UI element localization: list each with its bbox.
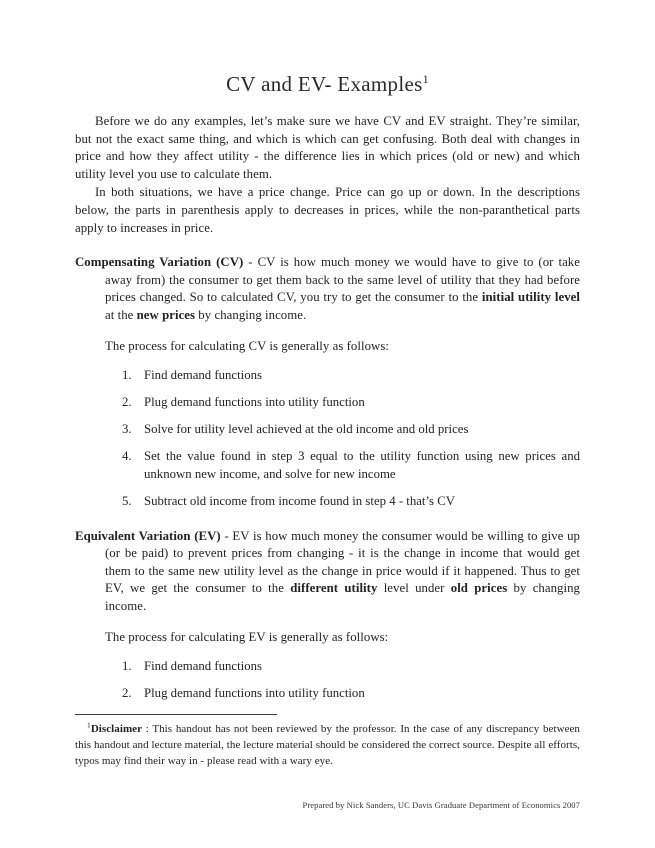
step-number: 2. bbox=[122, 395, 132, 410]
cv-desc-run: at the bbox=[105, 307, 137, 322]
intro-paragraph-2: In both situations, we have a price change. Price can go up or down. In the descriptions below, the parts in parenthesis apply to decreases in prices, while the non-paranthetical parts apply to increases in price. bbox=[75, 185, 580, 235]
title-footnote-mark: 1 bbox=[422, 72, 429, 86]
step-text: Subtract old income from income found in step 4 - that’s CV bbox=[144, 494, 455, 509]
cv-desc-bold-run: new prices bbox=[136, 307, 196, 322]
step-text: Plug demand functions into utility function bbox=[144, 686, 365, 701]
cv-term: Compensating Variation (CV) bbox=[75, 255, 244, 270]
ev-steps-list bbox=[75, 658, 580, 703]
cv-step-row bbox=[122, 493, 580, 511]
footnote-text: : This handout has not been reviewed by the professor. In the case of any discrepancy between this handout and lecture material, the lecture material should be considered the correct source. Despite all efforts, typos may find their way in - please read with a wary eye. bbox=[75, 722, 580, 768]
cv-desc-bold-run: initial utility level bbox=[481, 290, 580, 305]
cv-step-row bbox=[122, 367, 580, 385]
cv-desc-run: by changing income. bbox=[195, 307, 307, 322]
ev-term: Equivalent Variation (EV) bbox=[75, 528, 221, 543]
cv-definition bbox=[75, 254, 580, 324]
cv-step-row bbox=[122, 394, 580, 412]
cv-process-label: The process for calculating CV is generally as follows: bbox=[105, 338, 389, 353]
step-text: Find demand functions bbox=[144, 368, 263, 383]
step-number: 4. bbox=[122, 449, 132, 464]
step-number: 3. bbox=[122, 422, 132, 437]
ev-process-label: The process for calculating EV is generally as follows: bbox=[105, 629, 389, 644]
step-number: 5. bbox=[122, 494, 132, 509]
intro-paragraph-1: Before we do any examples, let’s make sure we have CV and EV straight. They’re similar, but not the exact same thing, and which is which can get confusing. Both deal with changes in price and how they affect utility - the difference lies in which prices (old or new) and which utility level you use to calculate them. bbox=[75, 114, 580, 181]
footnote bbox=[75, 721, 580, 770]
ev-desc-bold-run: different utility bbox=[290, 581, 378, 596]
footnote-label: Disclaimer bbox=[90, 722, 143, 735]
ev-step-row bbox=[122, 685, 580, 703]
step-text: Plug demand functions into utility function bbox=[144, 395, 365, 410]
ev-desc-bold-run: old prices bbox=[450, 581, 508, 596]
ev-desc-run: by changing income. bbox=[105, 581, 580, 614]
footnote-mark: 1 bbox=[87, 720, 91, 730]
step-text: Find demand functions bbox=[144, 659, 263, 674]
page-title bbox=[75, 72, 580, 97]
step-number: 1. bbox=[122, 368, 132, 383]
step-text: Set the value found in step 3 equal to the utility function using new prices and unknown new income, and solve for new income bbox=[144, 449, 580, 481]
cv-step-row bbox=[122, 421, 580, 439]
step-number: 2. bbox=[122, 686, 132, 701]
ev-definition bbox=[75, 528, 580, 616]
footer-credit: Prepared by Nick Sanders, UC Davis Graduate Department of Economics 2007 bbox=[302, 799, 580, 810]
page-title-text: CV and EV- Examples bbox=[226, 72, 423, 96]
cv-steps-list bbox=[75, 367, 580, 511]
ev-desc-run: - EV is how much money the consumer would be willing to give up (or be paid) to prevent prices from changing - it is the change in income that would get them to the same new utility level as the change in price would if it happened. Thus to get EV, we get the consumer to the bbox=[105, 528, 580, 596]
ev-step-row bbox=[122, 658, 580, 676]
cv-step-row bbox=[122, 448, 580, 483]
footnote-divider bbox=[75, 714, 277, 715]
ev-desc-run: level under bbox=[377, 581, 451, 596]
cv-desc-run: - CV is how much money we would have to give to (or take away from) the consumer to get them back to the same level of utility that they had before prices changed. So to calculated CV, you try to get the consumer to the bbox=[105, 255, 580, 305]
step-number: 1. bbox=[122, 659, 132, 674]
step-text: Solve for utility level achieved at the old income and old prices bbox=[144, 422, 469, 437]
